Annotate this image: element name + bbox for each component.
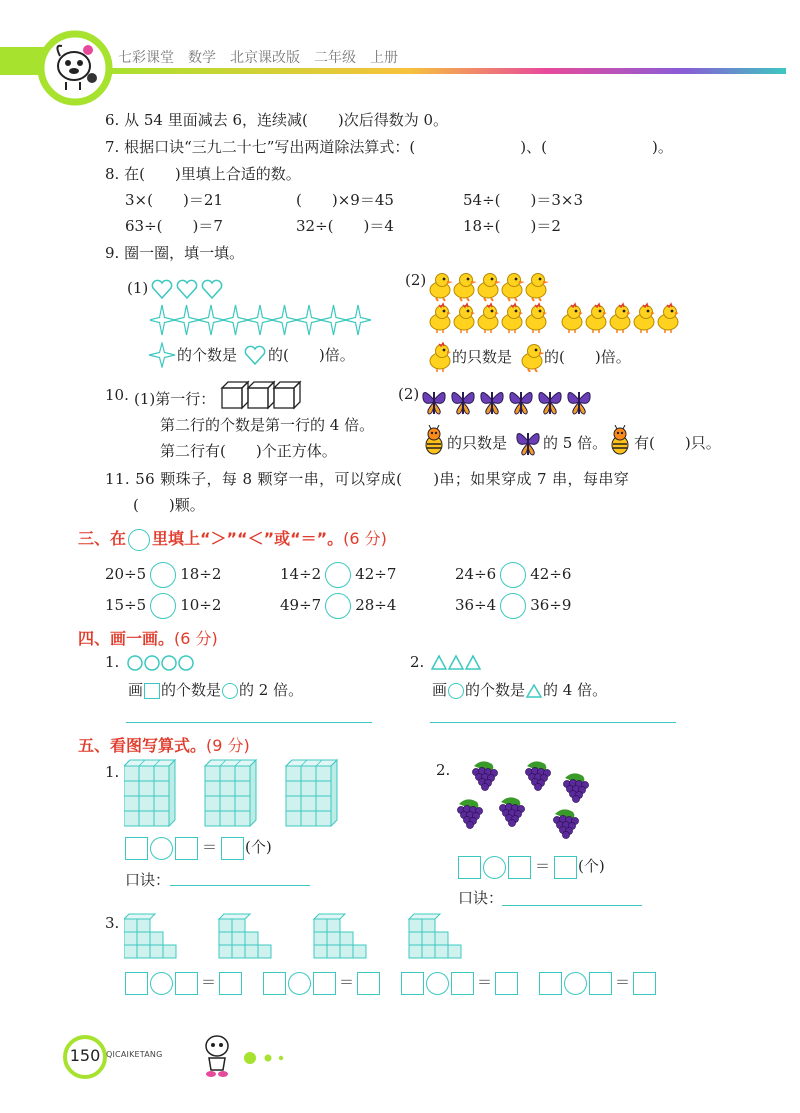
question-6: 6. 从 54 里面减去 6，连续减( )次后得数为 0。 [105,111,449,129]
compare-circle-icon [128,529,150,551]
star-icon [150,305,175,335]
section-4-p2-num: 2. [410,653,425,671]
circle-icon [222,683,238,699]
duck-icon [454,274,477,302]
chick-icon [610,304,631,333]
cube-block-group-icons [124,758,374,828]
question-8-row1-a: 3×( )＝21 [125,191,223,209]
answer-box[interactable] [125,837,148,860]
operator-circle[interactable] [564,972,587,995]
chick-icon [658,304,679,333]
section-5-points: (9 分) [206,736,250,755]
question-8-row1-c: 54÷( )＝3×3 [463,191,584,209]
section-4-p1-text-b: 的个数是 [161,681,222,699]
compare-row-2b [280,590,396,620]
section-4-title [78,626,218,649]
star-icon [174,305,200,335]
equals-sign: ＝ [477,973,493,991]
section-4-points: (6 分) [174,629,218,648]
step-block-icon [409,914,461,958]
circle-row-icons [126,653,198,673]
operator-circle[interactable] [150,837,173,860]
question-9-2-text-a: 的只数是 [452,348,513,366]
section-4-p1-answer-line[interactable] [126,722,372,723]
header-title: 七彩课堂 数学 北京课改版 二年级 上册 [118,50,398,66]
section-5-title-text: 五、看图写算式。 [78,736,207,755]
section-4-p2-text-b: 的个数是 [465,681,526,699]
section-4-p1-text-a: 画 [128,681,144,699]
grape-icon [563,773,588,802]
star-icon [247,305,273,335]
equals-sign: ＝ [535,857,551,875]
bee-icon [420,425,448,455]
duck-icon [502,274,525,302]
equals-sign: ＝ [201,973,217,991]
footer-mascot-icon [200,1030,234,1080]
star-icon [345,305,371,335]
equals-sign: ＝ [339,973,355,991]
star-icon [198,305,224,335]
answer-box[interactable] [633,972,656,995]
section-4-p1-num: 1. [105,653,120,671]
duck-icon [526,274,549,302]
answer-box[interactable] [175,972,198,995]
answer-box[interactable] [589,972,612,995]
section-4-title-text: 四、画一画。 [78,629,175,648]
section-5-p1-koujue: 口诀： [125,871,171,889]
star-row-icons [150,303,375,337]
compare-1b-right: 42÷7 [355,565,397,583]
page-number: 150 [69,1046,101,1065]
question-9-2-text-b: 的( )倍。 [544,348,631,366]
step-block-group-icons [124,912,484,962]
answer-box[interactable] [263,972,286,995]
section-5-p3-equation-3 [400,968,519,996]
compare-circle[interactable] [150,562,176,588]
compare-2a-right: 10÷2 [180,596,222,614]
compare-1b-left: 14÷2 [280,565,322,583]
question-8-row2-a: 63÷( )＝7 [125,217,223,235]
question-10-2-text-b: 的 5 倍。 [543,434,608,452]
butterfly-icon [513,425,543,457]
question-9-1-text-b: 的( )倍。 [268,346,355,364]
grape-icon [553,809,578,838]
question-10-2-text-a: 的只数是 [447,434,508,452]
chick-icon [454,304,475,333]
answer-box[interactable] [221,837,244,860]
chick-group-icons [428,302,688,336]
operator-circle[interactable] [288,972,311,995]
compare-1c-right: 42÷6 [530,565,572,583]
section-4-p2-text-a: 画 [432,681,448,699]
question-10-1-row1: (1)第一行： [134,390,216,408]
chick-icon [526,304,547,333]
section-3-title [78,526,387,551]
chick-icon [586,304,607,333]
heart-icons [150,278,228,300]
compare-2a-left: 15÷5 [105,596,147,614]
cube-block-icon [205,760,256,826]
question-9-1-label: (1) [127,279,149,297]
answer-box[interactable] [539,972,562,995]
bee-icon-2 [606,425,634,455]
section-5-p2-koujue-line[interactable] [502,905,642,906]
star-icon [296,305,322,335]
equals-sign: ＝ [615,973,631,991]
chick-icon [562,304,583,333]
compare-circle[interactable] [325,562,351,588]
star-icon [148,342,176,368]
question-9-2-label: (2) [405,271,427,289]
answer-box[interactable] [219,972,242,995]
chick-icon [478,304,499,333]
butterfly-icon [510,392,532,414]
chick-icon [430,304,451,333]
question-8-row2-c: 18÷( )＝2 [463,217,561,235]
cube-row-icon [220,380,305,410]
answer-box[interactable] [451,972,474,995]
section-4-p2-text [432,680,607,700]
grape-bunch-icons [455,758,605,848]
chick-icon [430,343,451,372]
compare-2b-right: 28÷4 [355,596,397,614]
section-5-p3-equation-1 [124,968,243,996]
duck-icon [522,345,544,373]
section-5-p1-equation [124,833,272,861]
section-3-title-b: 里填上“＞”“＜”或“＝”。 [152,529,344,548]
compare-circle[interactable] [500,593,526,619]
step-block-icon [219,914,271,958]
bee-icon [426,425,442,454]
compare-circle[interactable] [325,593,351,619]
star-icon [223,305,249,335]
question-7: 7. 根据口诀“三九二十七”写出两道除法算式：( )、( )。 [105,138,673,156]
compare-1a-right: 18÷2 [180,565,222,583]
step-block-icon [124,914,176,958]
chick-icon [502,304,523,333]
chick-icon [634,304,655,333]
answer-box[interactable] [508,856,531,879]
question-11-line2: ( )颗。 [133,496,205,514]
compare-1a-left: 20÷5 [105,565,147,583]
butterfly-icon [423,392,445,414]
answer-box[interactable] [495,972,518,995]
cube-block-icon [286,760,337,826]
section-5-p2-num: 2. [436,761,451,779]
butterfly-icon [481,392,503,414]
answer-box[interactable] [401,972,424,995]
equals-sign: ＝ [202,838,218,856]
compare-2c-right: 36÷9 [530,596,572,614]
duck-icon [478,274,501,302]
question-10-2-label: (2) [398,385,420,403]
answer-box[interactable] [125,972,148,995]
compare-circle[interactable] [500,562,526,588]
duck-icon [430,274,453,302]
grape-icon [472,761,497,790]
footer-brand: QICAIKETANG [106,1050,163,1059]
section-5-p1-num: 1. [105,763,120,781]
question-8-title: 8. 在( )里填上合适的数。 [105,165,301,183]
butterfly-icon [568,392,590,414]
section-5-p3-num: 3. [105,914,120,932]
compare-circle[interactable] [150,593,176,619]
section-5-p1-koujue-line[interactable] [170,885,310,886]
operator-circle[interactable] [483,856,506,879]
section-4-p2-answer-line[interactable] [430,722,676,723]
circle-icon [448,683,464,699]
operator-circle[interactable] [150,972,173,995]
question-10-label: 10. [105,386,129,404]
square-icon [144,683,160,699]
section-5-p3-equation-2 [262,968,381,996]
answer-box[interactable] [554,856,577,879]
cube-block-icon [124,760,175,826]
compare-1c-left: 24÷6 [455,565,497,583]
chick-icon [428,342,452,372]
section-3-title-a: 三、在 [78,529,127,548]
duck-group-icons [428,270,553,304]
answer-box[interactable] [313,972,336,995]
question-9-1-text-a: 的个数是 [177,346,238,364]
section-4-p1-text-c: 的 2 倍。 [239,681,304,699]
butterfly-row-icons [420,380,600,418]
compare-row-2c [455,590,571,620]
star-icon [272,305,298,335]
grape-icon [525,761,550,790]
compare-2c-left: 36÷4 [455,596,497,614]
heart-icon [243,344,267,366]
star-icon [321,305,347,335]
section-4-p2-text-c: 的 4 倍。 [543,681,608,699]
question-8-row1-b: ( )×9＝45 [296,191,394,209]
answer-box[interactable] [357,972,380,995]
mascot-icon [50,38,105,96]
compare-row-1c [455,559,571,589]
section-5-p3-equation-4 [538,968,657,996]
section-3-points: (6 分) [343,529,387,548]
butterfly-icon [539,392,561,414]
question-10-1-row3: 第二行有( )个正方体。 [160,442,337,460]
question-10-2-text-c: 有( )只。 [634,434,721,452]
butterfly-icon [517,433,539,455]
section-5-p1-unit: (个) [245,838,272,856]
section-5-p2-koujue: 口诀： [458,889,504,907]
compare-2b-left: 49÷7 [280,596,322,614]
question-11-line1: 11. 56 颗珠子，每 8 颗穿一串，可以穿成( )串；如果穿成 7 串，每串穿 [105,470,630,488]
compare-row-2 [105,590,221,620]
grape-icon [457,799,482,828]
section-4-p1-text [128,680,303,700]
compare-row-1 [105,559,221,589]
triangle-row-icons [430,653,486,671]
question-9-title: 9. 圈一圈，填一填。 [105,244,245,262]
bee-icon [612,425,628,454]
answer-box[interactable] [458,856,481,879]
butterfly-icon [452,392,474,414]
answer-box[interactable] [175,837,198,860]
question-8-row2-b: 32÷( )＝4 [296,217,394,235]
grape-icon [499,797,524,826]
duck-icon [520,342,544,372]
section-5-title [78,733,250,756]
section-5-p2-equation [457,852,605,880]
triangle-icon [526,684,542,698]
question-10-1-row2: 第二行的个数是第一行的 4 倍。 [160,416,375,434]
step-block-icon [314,914,366,958]
compare-row-1b [280,559,396,589]
operator-circle[interactable] [426,972,449,995]
section-5-p2-unit: (个) [578,857,605,875]
